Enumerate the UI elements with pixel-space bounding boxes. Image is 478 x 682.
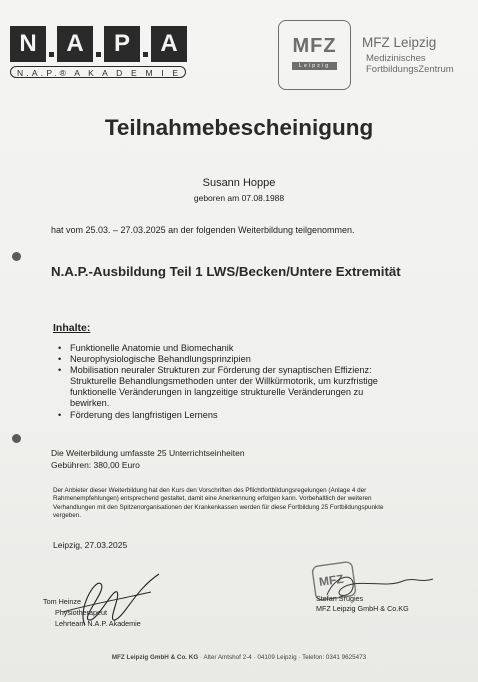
napa-logo-letter: N: [10, 26, 46, 62]
topic-item: • Funktionelle Anatomie und Biomechanik: [58, 343, 398, 354]
napa-logo-letter: A: [57, 26, 93, 62]
topic-item: • Förderung des langfristigen Lernens: [58, 410, 398, 421]
signatory-left-role: Physiotherapeut: [55, 608, 107, 617]
attendance-period: hat vom 25.03. – 27.03.2025 an der folgenden Weiterbildung teilgenommen.: [51, 225, 355, 235]
course-hours: Die Weiterbildung umfasste 25 Unterrichtseinheiten: [51, 448, 245, 458]
mfz-logo-short: MFZ: [292, 35, 337, 57]
contents-heading: Inhalte:: [53, 322, 91, 334]
mfz-logo: [278, 20, 351, 90]
participant-birthdate: geboren am 07.08.1988: [193, 193, 285, 203]
mfz-name: MFZ Leipzig: [362, 35, 437, 50]
mfz-logo-city: Leipzig: [292, 62, 337, 70]
signatory-left-name: Tom Heinze: [43, 597, 81, 606]
punch-hole: [12, 252, 21, 261]
signatory-right-org: MFZ Leipzig GmbH & Co.KG: [316, 604, 409, 613]
footer-contact: · Alter Amtshof 2-4 · 04109 Leipzig · Telefon: 0341 9625473: [199, 654, 367, 661]
course-title: N.A.P.-Ausbildung Teil 1 LWS/Becken/Untere Extremität: [51, 264, 401, 279]
topic-item: • Neurophysiologische Behandlungsprinzipien: [58, 354, 398, 365]
certificate-title: Teilnahmebescheinigung: [104, 115, 374, 140]
punch-hole: [12, 434, 21, 443]
topics-list: [58, 343, 398, 421]
legal-notice: Der Anbieter dieser Weiterbildung hat den Kurs den Vorschriften des Pflichtfortbildungsregelungen (Anlage 4 der Rahmenempfehlungen) entsprechend gestaltet, damit eine Anerkennung erfolgen kann. Vorbehaltlich der weiteren Verhandlungen mit den Spitzenorganisationen der Krankenkassen werden für diese Fortbildung 25 Fortbildungspunkte vergeben.: [53, 487, 384, 519]
signatory-right-name: Stefan Srugies: [316, 594, 364, 603]
participant-name: Susann Hoppe: [202, 177, 276, 189]
place-date: Leipzig, 27.03.2025: [53, 540, 128, 550]
topic-item: • Mobilisation neuraler Strukturen zur Förderung der synaptischen Effizienz: Strukturelle Behandlungsmethoden unter der Willkürmotorik, um kurzfristige funktionelle Veränderungen in langzeitige strukturelle Veränderungen zu bewirken.: [58, 365, 398, 409]
napa-academy-text: N.A.P.® A K A D E M I E: [10, 66, 186, 78]
footer-address: [0, 654, 478, 661]
mfz-subtitle-line1: Medizinisches: [366, 53, 426, 64]
napa-logo-letter: P: [104, 26, 140, 62]
footer-company: MFZ Leipzig GmbH & Co. KG: [111, 654, 199, 661]
napa-logo-letter: A: [151, 26, 187, 62]
signatory-left-org: Lehrteam N.A.P. Akademie: [55, 619, 141, 628]
mfz-stamp-text: MFZ: [318, 571, 345, 590]
mfz-subtitle-line2: FortbildungsZentrum: [366, 64, 454, 75]
course-fee: Gebühren: 380,00 Euro: [51, 460, 140, 470]
napa-logo: [10, 26, 188, 82]
